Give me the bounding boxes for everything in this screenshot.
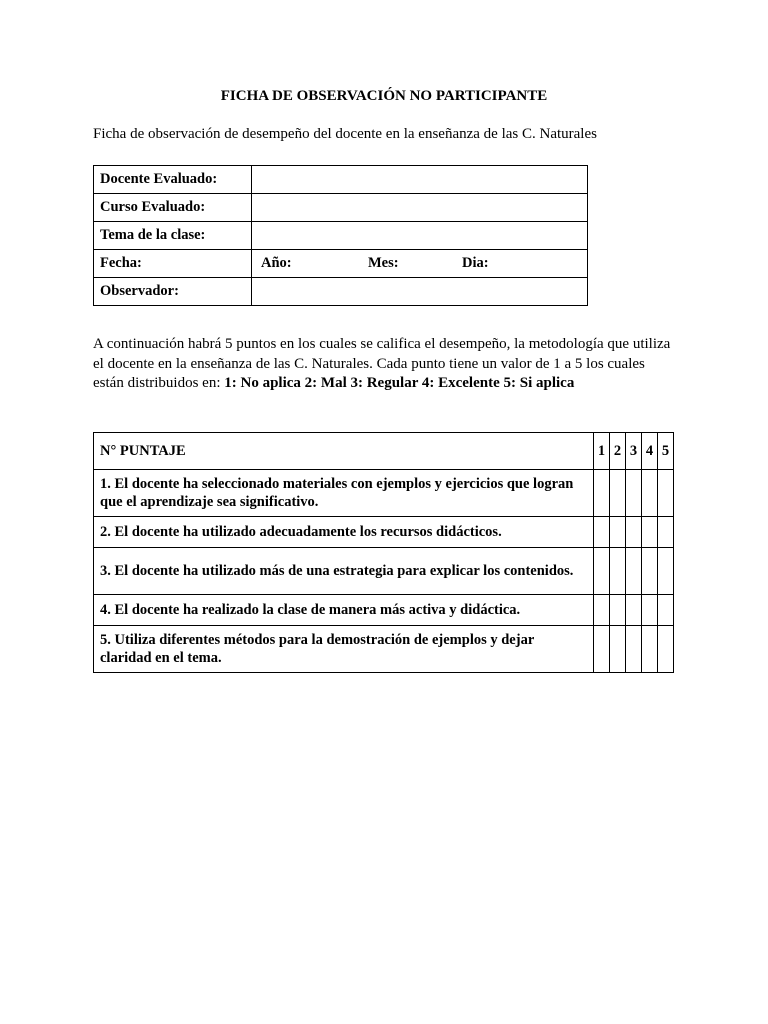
score-cell[interactable] [626,626,642,673]
score-cell[interactable] [626,517,642,548]
score-table [93,432,674,673]
score-cell[interactable] [594,595,610,626]
curso-label: Curso Evaluado: [94,194,252,222]
score-cell[interactable] [642,626,658,673]
criterion-text: 2. El docente ha utilizado adecuadamente los recursos didácticos. [94,517,594,548]
score-cell[interactable] [594,517,610,548]
score-cell[interactable] [642,595,658,626]
score-cell[interactable] [658,548,674,595]
score-cell[interactable] [610,626,626,673]
dia-label: Dia: [462,254,489,271]
score-header-label: N° PUNTAJE [94,433,594,470]
score-cell[interactable] [642,517,658,548]
score-cell[interactable] [626,470,642,517]
score-col-4: 4 [642,433,658,470]
criterion-text: 5. Utiliza diferentes métodos para la demostración de ejemplos y dejar claridad en el tema. [94,626,594,673]
score-cell[interactable] [658,626,674,673]
score-cell[interactable] [610,595,626,626]
observador-label: Observador: [94,278,252,306]
score-cell[interactable] [658,595,674,626]
score-cell[interactable] [626,595,642,626]
criterion-row [94,470,674,517]
date-parts [258,255,581,273]
score-cell[interactable] [610,470,626,517]
info-row-docente [94,166,588,194]
score-cell[interactable] [594,470,610,517]
info-row-tema [94,222,588,250]
info-row-observador [94,278,588,306]
mes-label: Mes: [368,254,399,271]
intro-scale: 1: No aplica 2: Mal 3: Regular 4: Excelente 5: Si aplica [224,375,575,391]
criterion-row [94,595,674,626]
score-cell[interactable] [594,548,610,595]
observador-field[interactable] [252,278,588,306]
document-subtitle: Ficha de observación de desempeño del docente en la enseñanza de las C. Naturales [93,126,597,142]
info-row-fecha [94,250,588,278]
curso-field[interactable] [252,194,588,222]
tema-label: Tema de la clase: [94,222,252,250]
score-cell[interactable] [642,470,658,517]
score-cell[interactable] [658,470,674,517]
fecha-field[interactable] [252,250,588,278]
score-cell[interactable] [658,517,674,548]
score-cell[interactable] [610,548,626,595]
score-cell[interactable] [610,517,626,548]
criterion-row [94,548,674,595]
docente-field[interactable] [252,166,588,194]
score-cell[interactable] [594,626,610,673]
info-row-curso [94,194,588,222]
score-cell[interactable] [626,548,642,595]
criterion-text: 3. El docente ha utilizado más de una estrategia para explicar los contenidos. [94,548,594,595]
criterion-text: 1. El docente ha seleccionado materiales con ejemplos y ejercicios que logran que el aprendizaje sea significativo. [94,470,594,517]
criterion-row [94,626,674,673]
score-cell[interactable] [642,548,658,595]
document-title: FICHA DE OBSERVACIÓN NO PARTICIPANTE [220,88,548,104]
criterion-row [94,517,674,548]
score-col-1: 1 [594,433,610,470]
score-header-row [94,433,674,470]
intro-paragraph [93,335,673,394]
criterion-text: 4. El docente ha realizado la clase de manera más activa y didáctica. [94,595,594,626]
anio-label: Año: [261,254,292,271]
fecha-label: Fecha: [94,250,252,278]
score-col-2: 2 [610,433,626,470]
docente-label: Docente Evaluado: [94,166,252,194]
info-table [93,165,588,306]
intro-text: A continuación habrá 5 puntos en los cuales se califica el desempeño, la metodología que utiliza el docente en la enseñanza de las C. Naturales. Cada punto tiene un valor de 1 a 5 los cuales están distribuidos en: [93,336,671,391]
score-col-5: 5 [658,433,674,470]
score-col-3: 3 [626,433,642,470]
tema-field[interactable] [252,222,588,250]
